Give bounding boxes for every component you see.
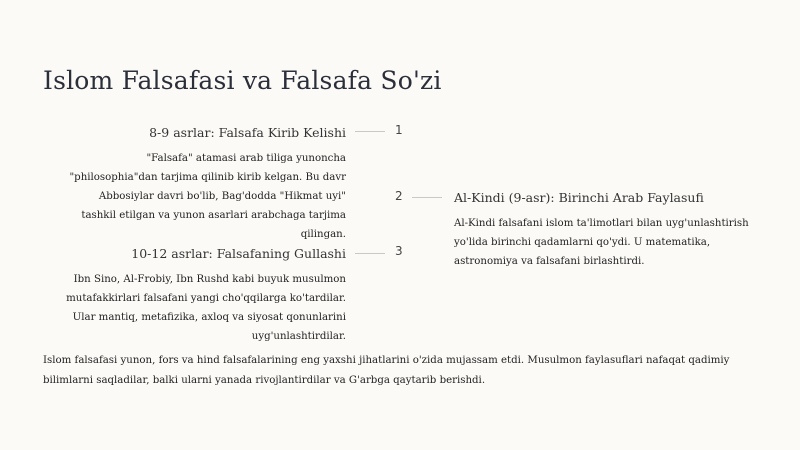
timeline-item-1-number: 1: [395, 123, 403, 137]
timeline-item-1-heading: 8-9 asrlar: Falsafa Kirib Kelishi: [149, 125, 346, 140]
timeline-item-2-number: 2: [395, 189, 403, 203]
summary-paragraph: Islom falsafasi yunon, fors va hind falsafalarining eng yaxshi jihatlarini o'zida mujassam etdi. Musulmon faylasuflari nafaqat qadimiy bilimlarni saqladilar, balki ularni yanada rivojlantirdilar va G'arbga qaytarib berishdi.: [43, 355, 730, 386]
page-title: Islom Falsafasi va Falsafa So'zi: [43, 66, 442, 95]
timeline-item-2-heading: Al-Kindi (9-asr): Birinchi Arab Faylasufi: [454, 190, 704, 205]
timeline-item-3-heading: 10-12 asrlar: Falsafaning Gullashi: [131, 246, 346, 261]
timeline-item-2-connector: [412, 197, 442, 198]
timeline-item-1-connector: [355, 131, 385, 132]
timeline-item-2-text: Al-Kindi falsafani islom ta'limotlari bilan uyg'unlashtirish yo'lida birinchi qadamlarni qo'ydi. U matematika, astronomiya va falsafani birlashtirdi.: [454, 218, 749, 267]
timeline-item-3-number: 3: [395, 244, 403, 258]
timeline-item-3-text: Ibn Sino, Al-Frobiy, Ibn Rushd kabi buyuk musulmon mutafakkirlari falsafani yangi cho'qqilarga ko'tardilar. Ular mantiq, metafizika, axloq va siyosat qonunlarini uyg'unlashtirdilar.: [66, 274, 346, 342]
timeline-item-3-connector: [355, 253, 385, 254]
timeline-item-1-text: "Falsafa" atamasi arab tiliga yunoncha "philosophia"dan tarjima qilinib kirib kelgan. Bu davr Abbosiylar davri bo'lib, Bag'dodda "Hikmat uyi" tashkil etilgan va yunon asarlari arabchaga tarjima qilingan.: [69, 153, 346, 240]
